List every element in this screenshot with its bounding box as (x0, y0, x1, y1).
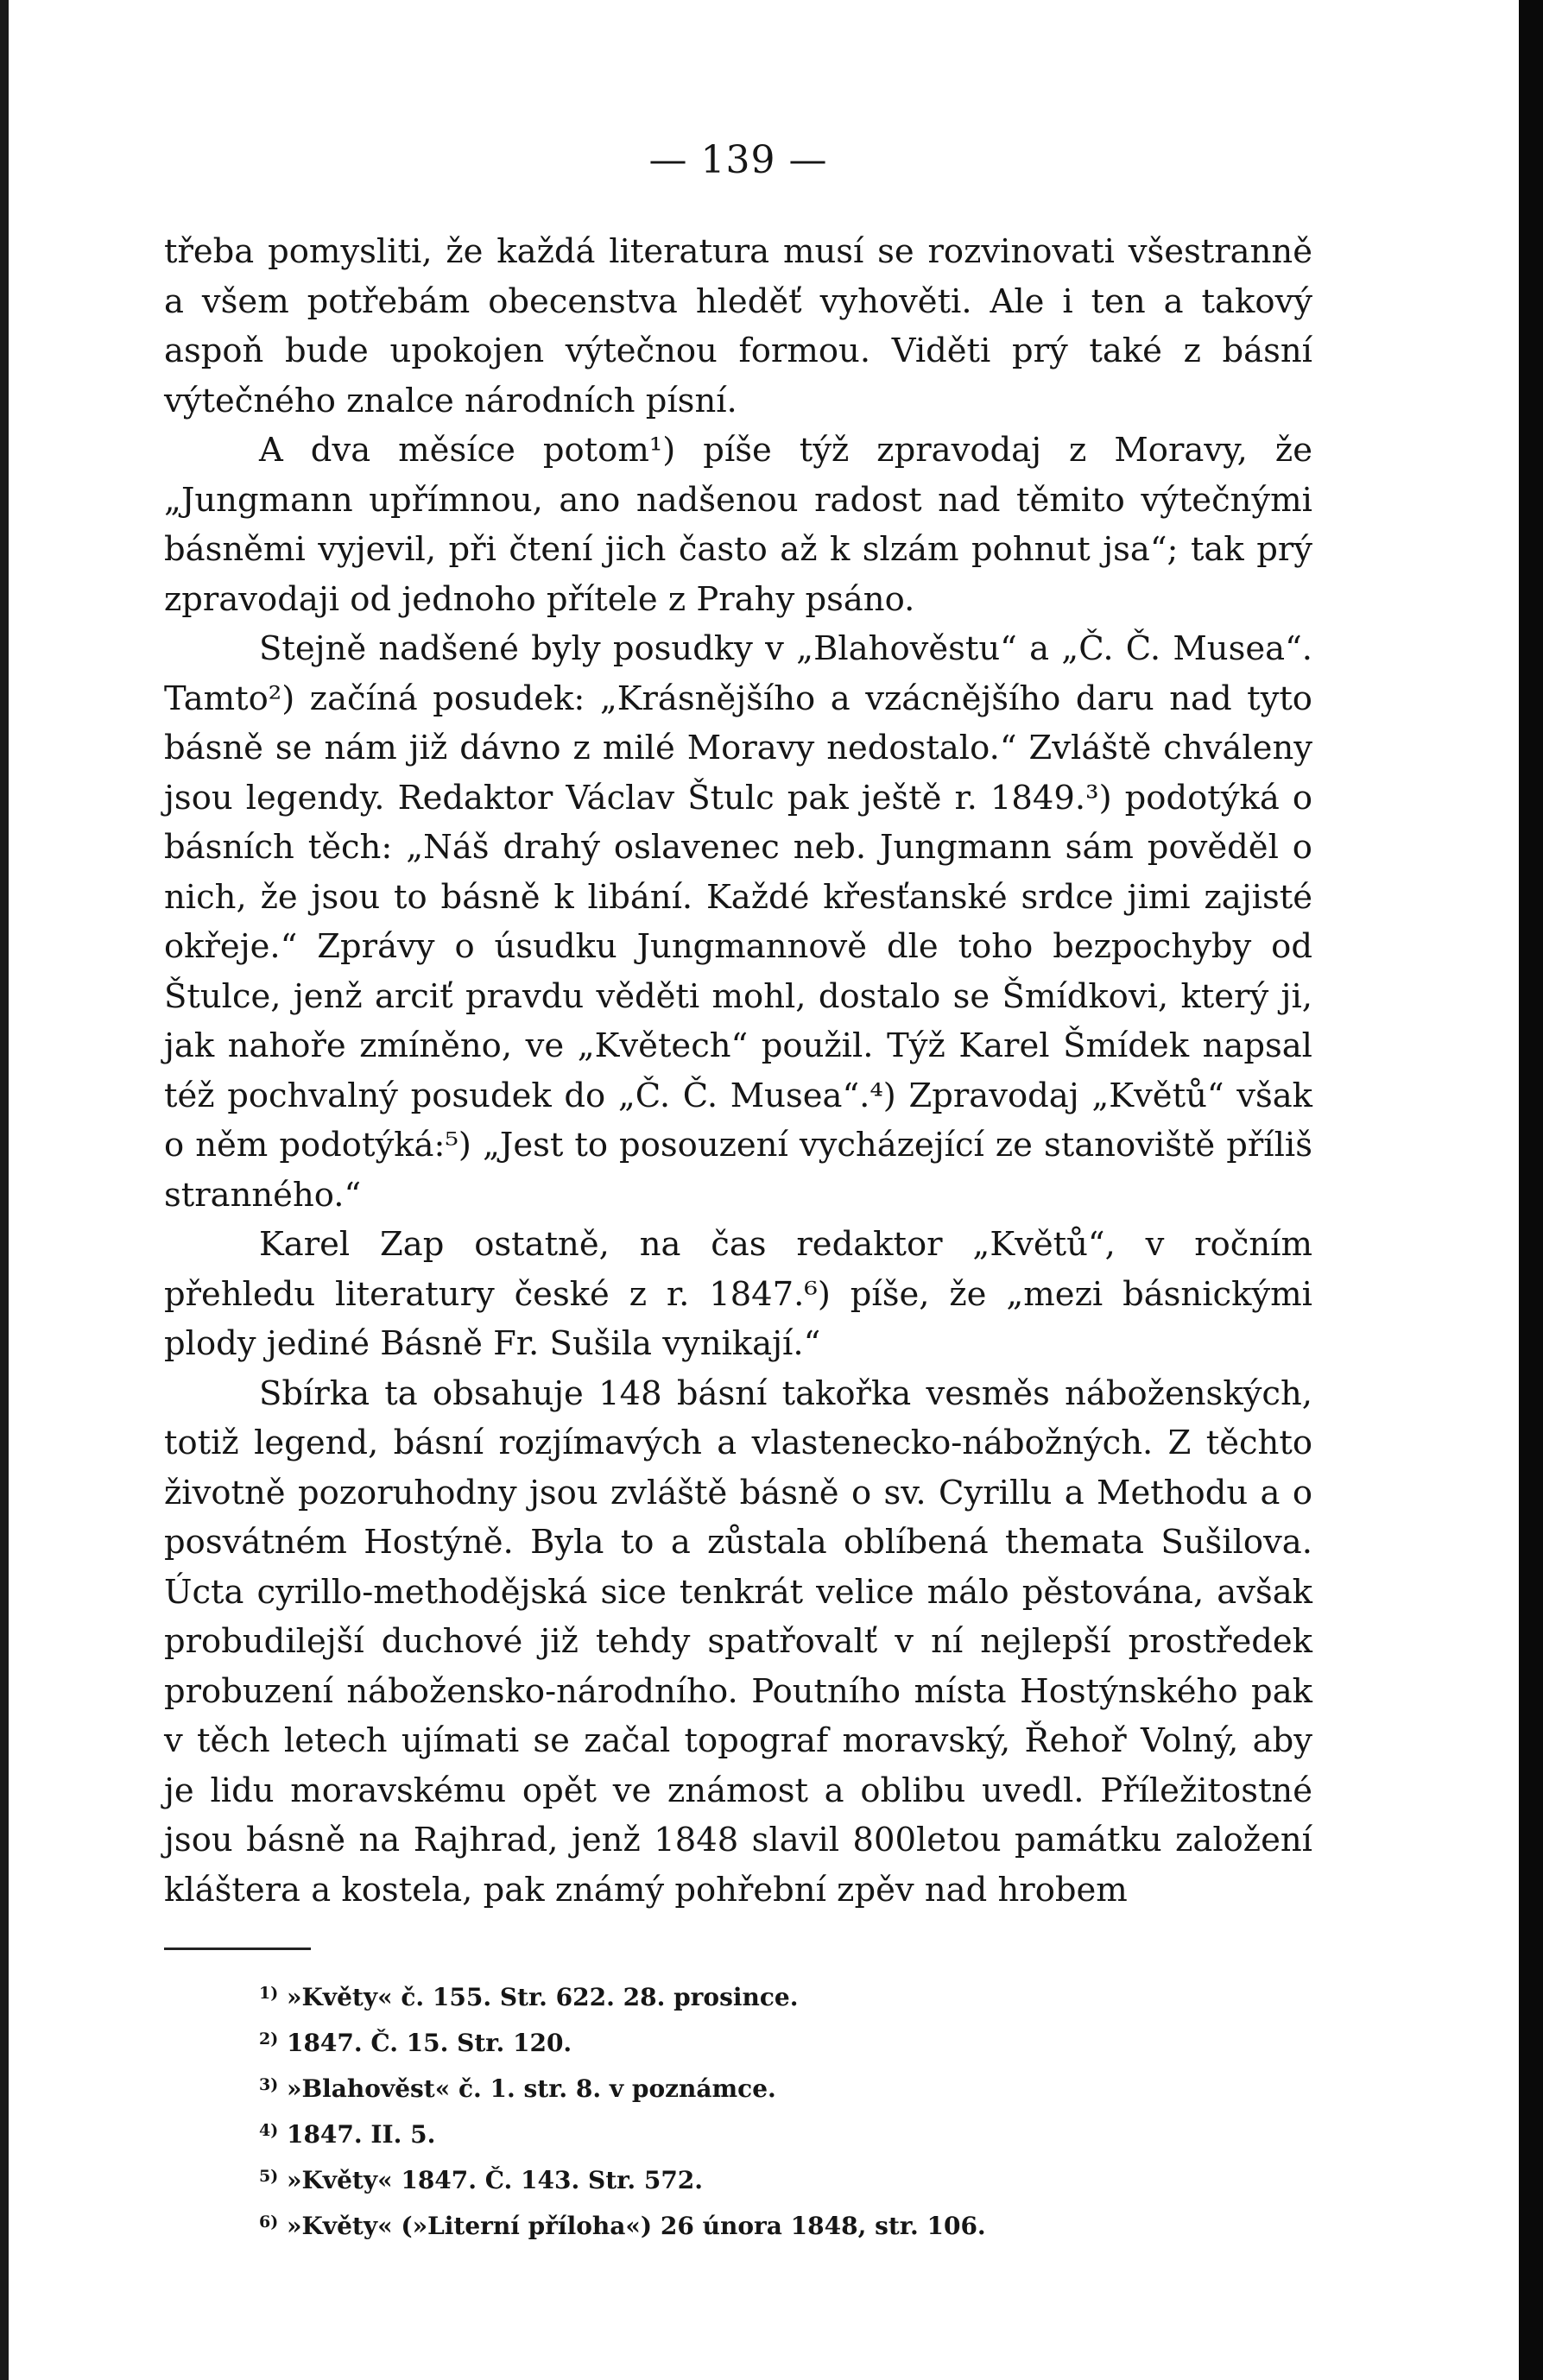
footnote-divider (164, 1948, 311, 1950)
paragraph: Stejně nadšené byly posudky v „Blahověstu“ a „Č. Č. Musea“. Tamto²) začíná posudek: „Krásnějšího a vzácnějšího daru nad tyto básně se nám již dávno z milé Moravy nedostalo.“ Zvláště chváleny jsou legendy. Redaktor Václav Štulc pak ještě r. 1849.³) podotýká o básních těch: „Náš drahý oslavenec neb. Jungmann sám pověděl o nich, že jsou to básně k libání. Každé křesťanské srdce jimi zajisté okřeje.“ Zprávy o úsudku Jungmannově dle toho bezpochyby od Štulce, jenž arciť pravdu věděti mohl, dostalo se Šmídkovi, který ji, jak nahoře zmíněno, ve „Květech“ použil. Týž Karel Šmídek napsal též pochvalný posudek do „Č. Č. Musea“.⁴) Zpravodaj „Květů“ však o něm podotýká:⁵) „Jest to posouzení vycházející ze stanoviště příliš stranného.“ (164, 629, 1312, 1215)
footnote-mark: 6) (259, 2213, 279, 2232)
footnote (259, 2110, 1312, 2156)
paragraph: Karel Zap ostatně, na čas redaktor „Květů“, v ročním přehledu literatury české z r. 1847.⁶) píše, že „mezi básnickými plody jediné Básně Fr. Sušila vynikají.“ (164, 1225, 1312, 1363)
footnote-text: 1847. Č. 15. Str. 120. (286, 2029, 572, 2057)
footnote-text: »Květy« 1847. Č. 143. Str. 572. (286, 2166, 704, 2194)
footnote-mark: 3) (259, 2075, 279, 2094)
book-page (164, 129, 1312, 2247)
footnote-mark: 4) (259, 2121, 279, 2140)
footnote (259, 2018, 1312, 2064)
footnote-mark: 5) (259, 2167, 279, 2186)
footnote-text: »Květy« č. 155. Str. 622. 28. prosince. (286, 1983, 799, 2011)
paragraph: Sbírka ta obsahuje 148 básní takořka vesměs náboženských, totiž legend, básní rozjímavých a vlastenecko-nábožných. Z těchto životně pozoruhodny jsou zvláště básně o sv. Cyrillu a Methodu a o posvátném Hostýně. Byla to a zůstala oblíbená themata Sušilova. Úcta cyrillo-methodějská sice tenkrát velice málo pěstována, avšak probudilejší duchové již tehdy spatřovalť v ní nejlepší prostředek probuzení nábožensko-národního. Poutního místa Hostýnského pak v těch letech ujímati se začal topograf moravský, Řehoř Volný, aby je lidu moravskému opět ve známost a oblibu uvedl. Příležitostné jsou básně na Rajhrad, jenž 1848 slavil 800letou památku založení kláštera a kostela, pak známý pohřební zpěv nad hrobem (164, 1373, 1312, 1910)
paragraph: třeba pomysliti, že každá literatura musí se rozvinovati všestranně a všem potřebám obecenstva hleděť vyhověti. Ale i ten a takový aspoň bude upokojen výtečnou formou. Viděti prý také z básní výtečného znalce národních písní. (164, 232, 1312, 420)
footnote-mark: 2) (259, 2030, 279, 2049)
footnotes (259, 1973, 1312, 2247)
scan-edge-right (1519, 0, 1543, 2380)
footnote (259, 2201, 1312, 2247)
footnote-text: 1847. II. 5. (286, 2120, 436, 2149)
footnote-mark: 1) (259, 1984, 279, 2003)
page-number: — 139 — (648, 138, 828, 182)
paragraph: A dva měsíce potom¹) píše týž zpravodaj z Moravy, že „Jungmann upřímnou, ano nadšenou radost nad těmito výtečnými básněmi vyjevil, při čtení jich často až k slzám pohnut jsa“; tak prý zpravodaji od jednoho přítele z Prahy psáno. (164, 431, 1312, 619)
footnote (259, 2156, 1312, 2201)
footnote (259, 2064, 1312, 2110)
footnote (259, 1973, 1312, 2018)
scan-edge-left (0, 0, 9, 2380)
footnote-text: »Blahověst« č. 1. str. 8. v poznámce. (286, 2074, 776, 2103)
footnote-text: »Květy« (»Literní příloha«) 26 února 1848, str. 106. (286, 2212, 986, 2240)
body-text (164, 227, 1312, 1915)
